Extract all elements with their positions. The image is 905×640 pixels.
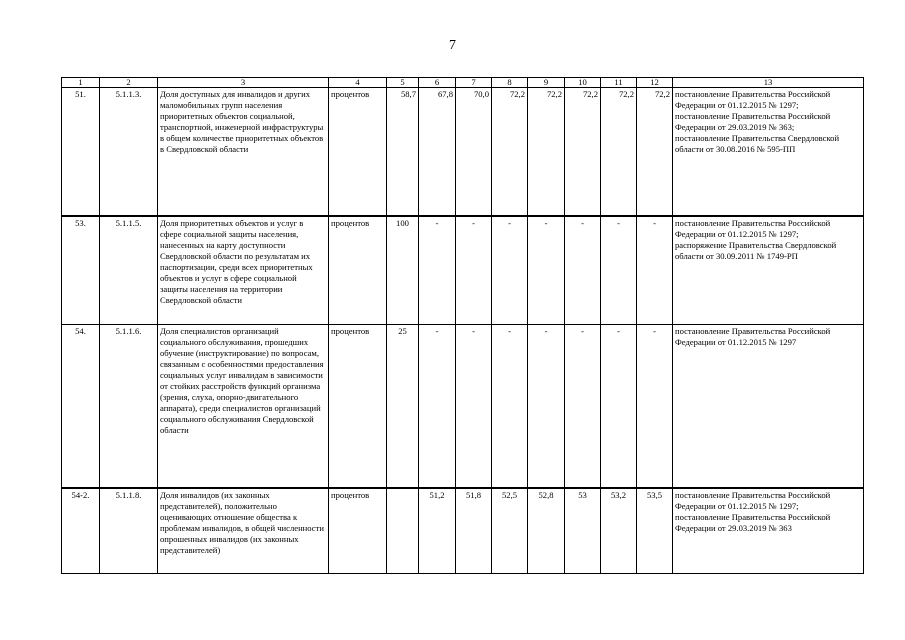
indicator-code: 5.1.1.3. bbox=[100, 88, 158, 216]
value-cell: - bbox=[528, 216, 565, 325]
row-number: 54-2. bbox=[62, 488, 100, 574]
value-cell: 52,5 bbox=[492, 488, 528, 574]
column-header: 4 bbox=[329, 78, 387, 88]
value-cell: 100 bbox=[387, 216, 419, 325]
legal-basis: постановление Правительства Российской Федерации от 01.12.2015 № 1297; постановление Правительства Российской Федерации от 29.03.2019 № 363 bbox=[673, 488, 864, 574]
value-cell: 53,5 bbox=[637, 488, 673, 574]
unit: процентов bbox=[329, 88, 387, 216]
legal-basis: постановление Правительства Российской Федерации от 01.12.2015 № 1297; распоряжение Правительства Свердловской области от 30.09.2011 № 1749-РП bbox=[673, 216, 864, 325]
value-cell: 72,2 bbox=[528, 88, 565, 216]
table-row bbox=[62, 88, 864, 216]
value-cell: 25 bbox=[387, 325, 419, 488]
indicator-name: Доля инвалидов (их законных представителей), положительно оценивающих отношение общества к проблемам инвалидов, в общей численности опрошенных инвалидов (их законных представителей) bbox=[158, 488, 329, 574]
value-cell: - bbox=[601, 325, 637, 488]
column-header: 7 bbox=[456, 78, 492, 88]
indicators-table bbox=[61, 77, 864, 574]
value-cell: 72,2 bbox=[565, 88, 601, 216]
value-cell: - bbox=[492, 216, 528, 325]
column-header: 8 bbox=[492, 78, 528, 88]
value-cell: - bbox=[456, 216, 492, 325]
value-cell: 72,2 bbox=[492, 88, 528, 216]
value-cell: - bbox=[601, 216, 637, 325]
indicator-name: Доля приоритетных объектов и услуг в сфере социальной защиты населения, нанесенных на карту доступности Свердловской области по результатам их паспортизации, среди всех приоритетных объектов и услуг в сфере социальной защиты населения на территории Свердловской области bbox=[158, 216, 329, 325]
column-header: 3 bbox=[158, 78, 329, 88]
legal-basis: постановление Правительства Российской Федерации от 01.12.2015 № 1297 bbox=[673, 325, 864, 488]
row-number: 54. bbox=[62, 325, 100, 488]
value-cell: 52,8 bbox=[528, 488, 565, 574]
row-number: 53. bbox=[62, 216, 100, 325]
indicator-code: 5.1.1.6. bbox=[100, 325, 158, 488]
column-header: 1 bbox=[62, 78, 100, 88]
value-cell: 51,2 bbox=[419, 488, 456, 574]
value-cell: - bbox=[419, 216, 456, 325]
value-cell: 72,2 bbox=[601, 88, 637, 216]
legal-basis: постановление Правительства Российской Федерации от 01.12.2015 № 1297; постановление Правительства Российской Федерации от 29.03.2019 № 363; постановление Правительства Свердловской области от 30.08.2016 № 595-ПП bbox=[673, 88, 864, 216]
column-header: 10 bbox=[565, 78, 601, 88]
value-cell: - bbox=[492, 325, 528, 488]
column-header: 12 bbox=[637, 78, 673, 88]
unit: процентов bbox=[329, 488, 387, 574]
table-row bbox=[62, 488, 864, 574]
column-header: 2 bbox=[100, 78, 158, 88]
value-cell: - bbox=[637, 325, 673, 488]
value-cell bbox=[387, 488, 419, 574]
value-cell: 72,2 bbox=[637, 88, 673, 216]
column-header: 5 bbox=[387, 78, 419, 88]
table-header-row bbox=[62, 78, 864, 88]
value-cell: - bbox=[456, 325, 492, 488]
row-number: 51. bbox=[62, 88, 100, 216]
value-cell: - bbox=[528, 325, 565, 488]
indicator-code: 5.1.1.8. bbox=[100, 488, 158, 574]
value-cell: 53,2 bbox=[601, 488, 637, 574]
value-cell: 53 bbox=[565, 488, 601, 574]
unit: процентов bbox=[329, 325, 387, 488]
value-cell: - bbox=[637, 216, 673, 325]
table-row bbox=[62, 216, 864, 325]
page-number: 7 bbox=[449, 38, 456, 53]
indicator-code: 5.1.1.5. bbox=[100, 216, 158, 325]
value-cell: 58,7 bbox=[387, 88, 419, 216]
value-cell: 67,8 bbox=[419, 88, 456, 216]
value-cell: - bbox=[419, 325, 456, 488]
column-header: 9 bbox=[528, 78, 565, 88]
table-row bbox=[62, 325, 864, 488]
indicator-name: Доля доступных для инвалидов и других маломобильных групп населения приоритетных объектов социальной, транспортной, инженерной инфраструктуры в общем количестве приоритетных объектов в Свердловской области bbox=[158, 88, 329, 216]
unit: процентов bbox=[329, 216, 387, 325]
value-cell: - bbox=[565, 216, 601, 325]
indicator-name: Доля специалистов организаций социального обслуживания, прошедших обучение (инструктирование) по вопросам, связанным с особенностями предоставления социальных услуг инвалидам в зависимости от стойких расстройств функций организма (зрения, слуха, опорно-двигательного аппарата), среди специалистов организаций социального обслуживания Свердловской области bbox=[158, 325, 329, 488]
column-header: 13 bbox=[673, 78, 864, 88]
value-cell: 51,8 bbox=[456, 488, 492, 574]
column-header: 6 bbox=[419, 78, 456, 88]
column-header: 11 bbox=[601, 78, 637, 88]
value-cell: 70,0 bbox=[456, 88, 492, 216]
value-cell: - bbox=[565, 325, 601, 488]
